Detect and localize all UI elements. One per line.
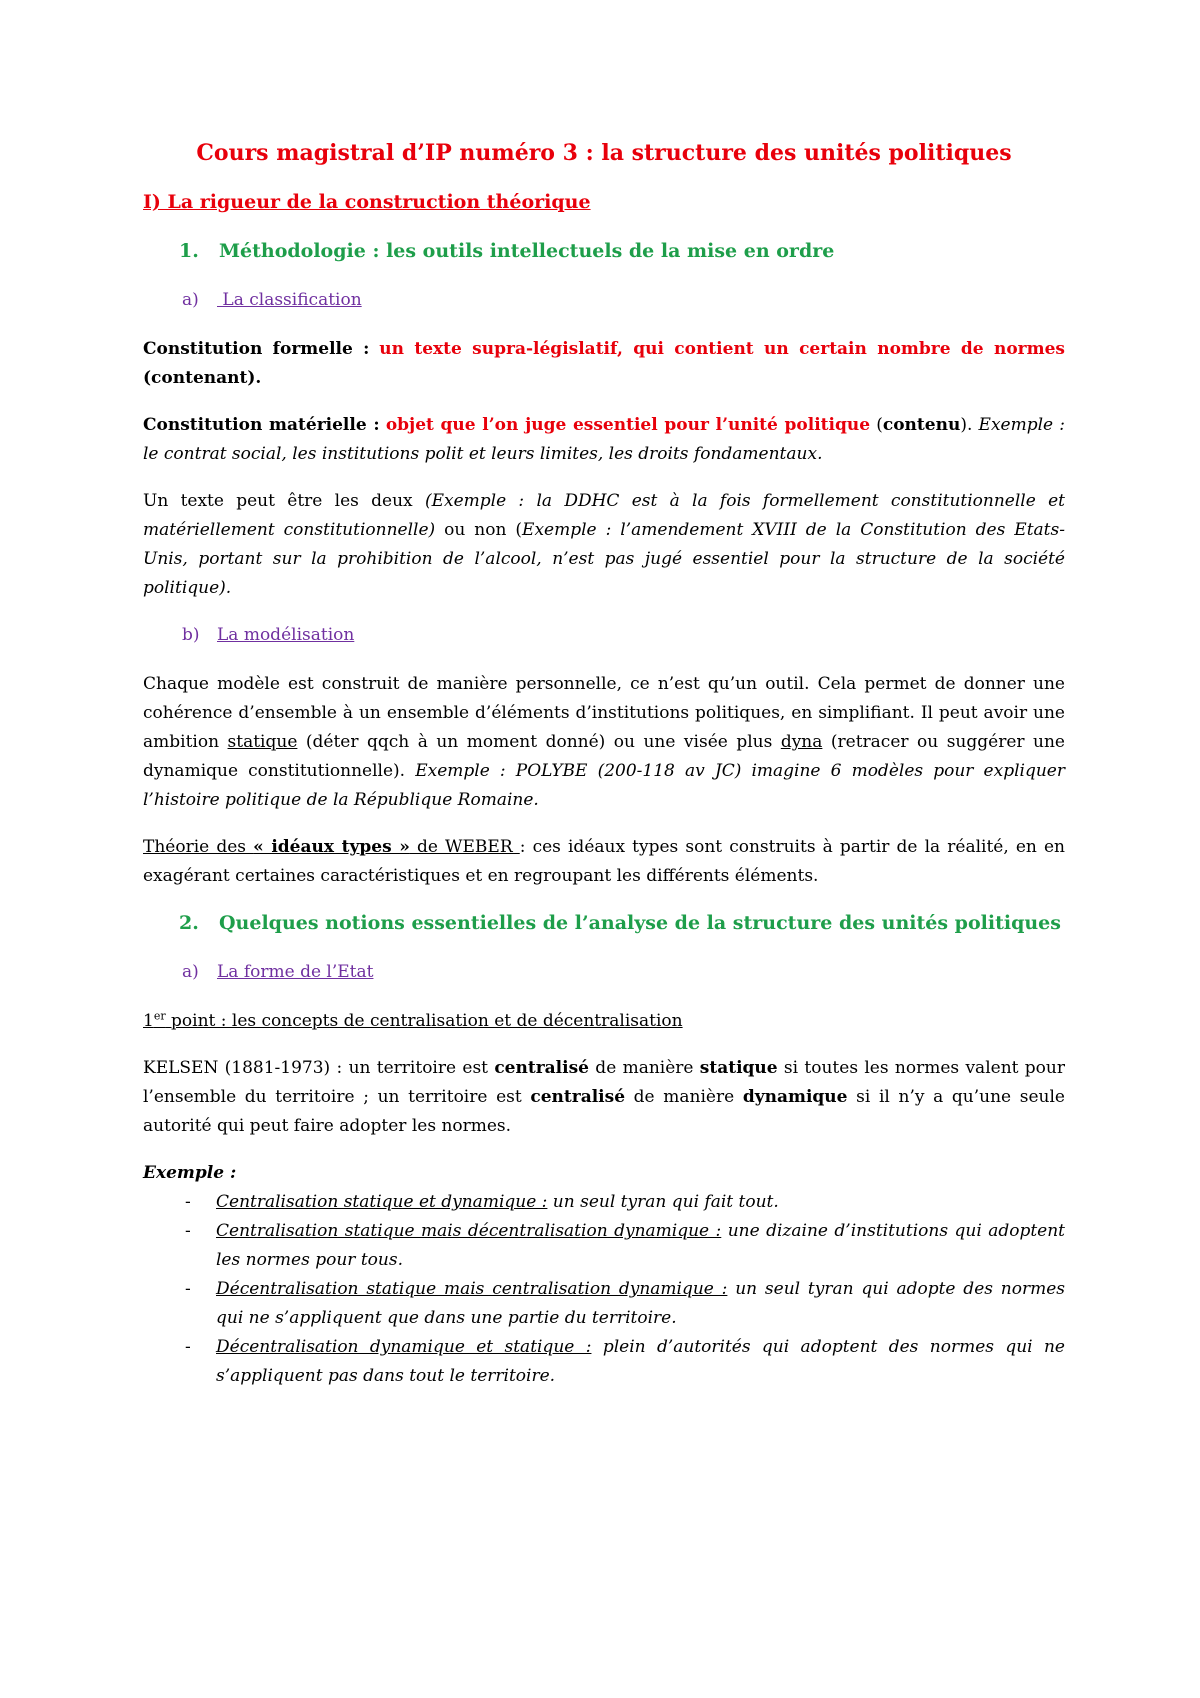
paragraph-constitution-materielle bbox=[143, 411, 1065, 469]
list-item-term: Centralisation statique mais décentralisation dynamique : bbox=[216, 1221, 722, 1241]
list-item-text: un seul tyran qui adopte des normes qui ne s’appliquent que dans une partie du territoire. bbox=[216, 1279, 1066, 1328]
example-list bbox=[143, 1188, 1065, 1391]
weber-heading bbox=[143, 837, 520, 857]
text-part: si il n’y a qu’une seule autorité qui peut faire adopter les normes. bbox=[143, 1087, 1065, 1136]
subsubsection-letter: a) bbox=[182, 290, 199, 310]
list-item bbox=[143, 1275, 1065, 1333]
list-item-term: Centralisation statique et dynamique : bbox=[216, 1192, 548, 1212]
term-ideaux-types: « idéaux types » bbox=[253, 837, 410, 857]
text-part: KELSEN (1881-1973) : un territoire est bbox=[143, 1058, 495, 1078]
term-dynamique: dynamique bbox=[742, 1087, 848, 1107]
paragraph-kelsen bbox=[143, 1054, 1065, 1141]
list-dash: - bbox=[185, 1221, 191, 1241]
definition-materielle: objet que l’on juge essentiel pour l’unité politique bbox=[385, 415, 871, 435]
point-heading-text bbox=[143, 1011, 683, 1031]
list-dash: - bbox=[185, 1337, 191, 1357]
subsubsection-letter: b) bbox=[182, 625, 200, 645]
subsubsection-label: La classification bbox=[217, 290, 362, 310]
list-dash: - bbox=[185, 1279, 191, 1299]
document-body bbox=[143, 138, 1065, 1391]
term-statique: statique bbox=[227, 732, 298, 752]
subsubsection-heading-modelisation bbox=[143, 621, 1065, 650]
subsection-number: 2. bbox=[179, 912, 199, 934]
list-dash: - bbox=[185, 1192, 191, 1212]
paragraph-weber bbox=[143, 833, 1065, 891]
subsubsection-heading-classification bbox=[143, 286, 1065, 315]
subsubsection-letter: a) bbox=[182, 962, 199, 982]
paren-close: ). bbox=[960, 415, 979, 435]
subsubsection-heading-forme-etat bbox=[143, 958, 1065, 987]
keyword-contenu: contenu bbox=[882, 415, 961, 435]
text-part: ou non ( bbox=[435, 520, 523, 540]
subsection-heading-notions bbox=[143, 909, 1065, 938]
paragraph-modele bbox=[143, 670, 1065, 815]
list-item bbox=[143, 1333, 1065, 1391]
text-part: de manière bbox=[588, 1058, 700, 1078]
example-amendement: Exemple : l’amendement XVIII de la Constitution des Etats-Unis, portant sur la prohibition de l’alcool, n’est pas jugé essentiel pour la structure de la société politique). bbox=[143, 520, 1065, 598]
list-item-term: Décentralisation statique mais centralisation dynamique : bbox=[216, 1279, 728, 1299]
term-dyna: dyna bbox=[780, 732, 823, 752]
text-part: Chaque modèle est construit de manière personnelle, ce n’est qu’un outil. Cela permet de donner une cohérence d’ensemble à un ensemble d’éléments d’institutions politiques, en simplifiant. Il peut avoir une ambition bbox=[143, 674, 1065, 752]
term-centralise: centralisé bbox=[494, 1058, 589, 1078]
term-constitution-formelle: Constitution formelle : bbox=[143, 339, 370, 359]
text-part: (retracer ou suggérer une dynamique constitutionnelle). bbox=[143, 732, 1065, 781]
text-part: si toutes les normes valent pour l’ensemble du territoire ; un territoire est bbox=[143, 1058, 1065, 1107]
exemple-label bbox=[143, 1159, 1065, 1188]
point-label: point : les concepts de centralisation et de décentralisation bbox=[165, 1011, 683, 1031]
list-item bbox=[143, 1217, 1065, 1275]
subsubsection-label: La modélisation bbox=[217, 625, 355, 645]
text-part: (déter qqch à un moment donné) ou une visée plus bbox=[297, 732, 781, 752]
text-part: Un texte peut être les deux bbox=[143, 491, 425, 511]
note-contenant: (contenant). bbox=[143, 368, 262, 388]
paren-open: ( bbox=[870, 415, 883, 435]
point-superscript: er bbox=[153, 1009, 166, 1023]
text-part: de WEBER bbox=[409, 837, 520, 857]
subsubsection-label: La forme de l’Etat bbox=[217, 962, 374, 982]
list-item-term: Décentralisation dynamique et statique : bbox=[216, 1337, 592, 1357]
section-heading-1: I) La rigueur de la construction théorique bbox=[143, 191, 591, 213]
exemple-label-text: Exemple : bbox=[143, 1163, 237, 1183]
list-item-text: une dizaine d’institutions qui adoptent les normes pour tous. bbox=[216, 1221, 1065, 1270]
text-part: de manière bbox=[625, 1087, 743, 1107]
term-centralise: centralisé bbox=[530, 1087, 626, 1107]
subsection-label: Méthodologie : les outils intellectuels de la mise en ordre bbox=[219, 240, 835, 262]
list-item-text: un seul tyran qui fait tout. bbox=[547, 1192, 779, 1212]
subsection-heading-methodologie bbox=[143, 237, 1065, 266]
list-item bbox=[143, 1188, 1065, 1217]
subsection-number: 1. bbox=[179, 240, 199, 262]
example-materielle: Exemple : le contrat social, les institutions polit et leurs limites, les droits fondamentaux. bbox=[143, 415, 1065, 464]
list-item-text: plein d’autorités qui adoptent des normes qui ne s’appliquent pas dans tout le territoire. bbox=[216, 1337, 1065, 1386]
subsection-label: Quelques notions essentielles de l’analyse de la structure des unités politiques bbox=[219, 912, 1061, 934]
point-heading bbox=[143, 1007, 1065, 1036]
term-constitution-materielle: Constitution matérielle : bbox=[143, 415, 380, 435]
text-part: Théorie des bbox=[143, 837, 254, 857]
paragraph-les-deux bbox=[143, 487, 1065, 603]
example-polybe: Exemple : POLYBE (200-118 av JC) imagine 6 modèles pour expliquer l’histoire politique de la République Romaine. bbox=[143, 761, 1065, 810]
term-statique: statique bbox=[699, 1058, 778, 1078]
document-title: Cours magistral d’IP numéro 3 : la structure des unités politiques bbox=[196, 140, 1012, 166]
point-number: 1 bbox=[143, 1011, 154, 1031]
text-part: : ces idéaux types sont construits à partir de la réalité, en en exagérant certaines caractéristiques et en regroupant les différents éléments. bbox=[143, 837, 1065, 886]
example-ddhc: (Exemple : la DDHC est à la fois formellement constitutionnelle et matériellement constitutionnelle) bbox=[143, 491, 1065, 540]
definition-formelle: un texte supra-législatif, qui contient un certain nombre de normes bbox=[379, 339, 1065, 359]
paragraph-constitution-formelle bbox=[143, 335, 1065, 393]
